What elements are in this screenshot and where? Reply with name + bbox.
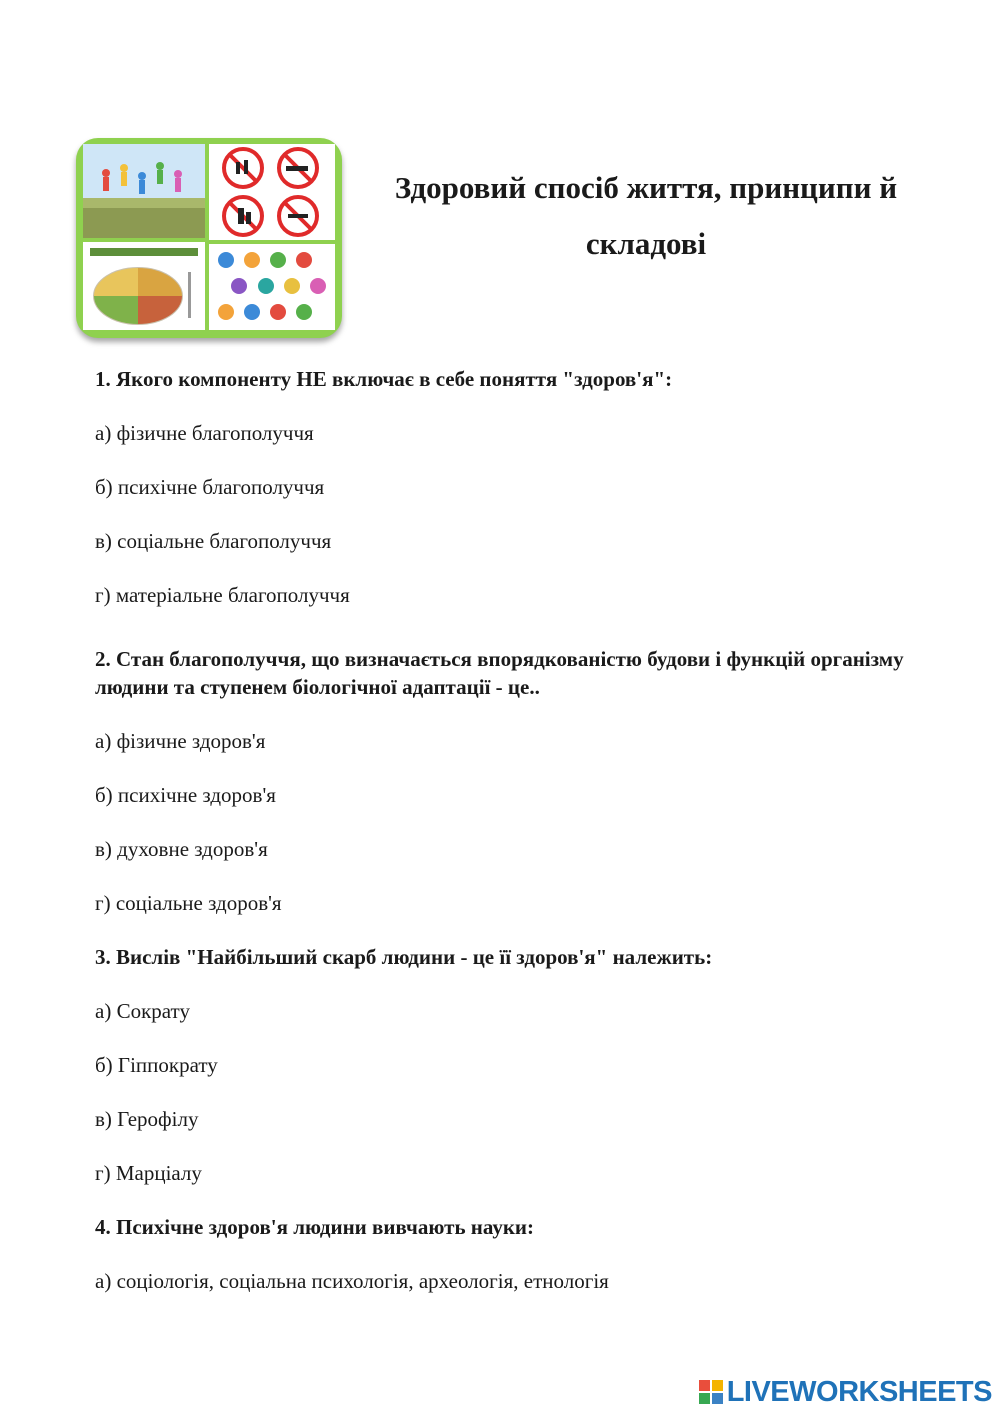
- page-title: Здоровий спосіб життя, принципи й складові: [394, 170, 898, 261]
- question-1-option-b: б) психічне благополуччя: [95, 475, 325, 499]
- quiz-content: [95, 362, 915, 1295]
- question-2: 2. Стан благополуччя, що визначається впорядкованістю будови і функцій організму людини та ступенем біологічної адаптації - це..: [95, 647, 904, 699]
- question-3: 3. Вислів "Найбільший скарб людини - це її здоров'я" належить:: [95, 945, 713, 969]
- question-1-option-d: г) матеріальне благополуччя: [95, 583, 350, 607]
- question-3-option-b: б) Гіппократу: [95, 1053, 218, 1077]
- question-3-option-d: г) Марціалу: [95, 1161, 202, 1185]
- healthy-lifestyle-collage: [76, 138, 342, 338]
- logo-text: LIVEWORKSHEETS: [726, 1375, 992, 1408]
- question-1-option-a: а) фізичне благополуччя: [95, 421, 314, 445]
- question-3-option-c: в) Герофілу: [95, 1107, 199, 1131]
- question-1-option-c: в) соціальне благополуччя: [95, 529, 332, 553]
- question-4-option-a: а) соціологія, соціальна психологія, археологія, етнологія: [95, 1269, 609, 1293]
- liveworksheets-logo: [699, 1377, 992, 1407]
- logo-tiles-icon: [699, 1380, 723, 1404]
- question-2-option-c: в) духовне здоров'я: [95, 837, 268, 861]
- question-4: 4. Психічне здоров'я людини вивчають науки:: [95, 1215, 535, 1239]
- header-image: [76, 138, 342, 338]
- question-3-option-a: а) Сократу: [95, 999, 190, 1023]
- question-2-option-d: г) соціальне здоров'я: [95, 891, 282, 915]
- question-2-option-a: а) фізичне здоров'я: [95, 729, 266, 753]
- question-2-option-b: б) психічне здоров'я: [95, 783, 276, 807]
- question-1: 1. Якого компоненту НЕ включає в себе поняття "здоров'я":: [95, 367, 673, 391]
